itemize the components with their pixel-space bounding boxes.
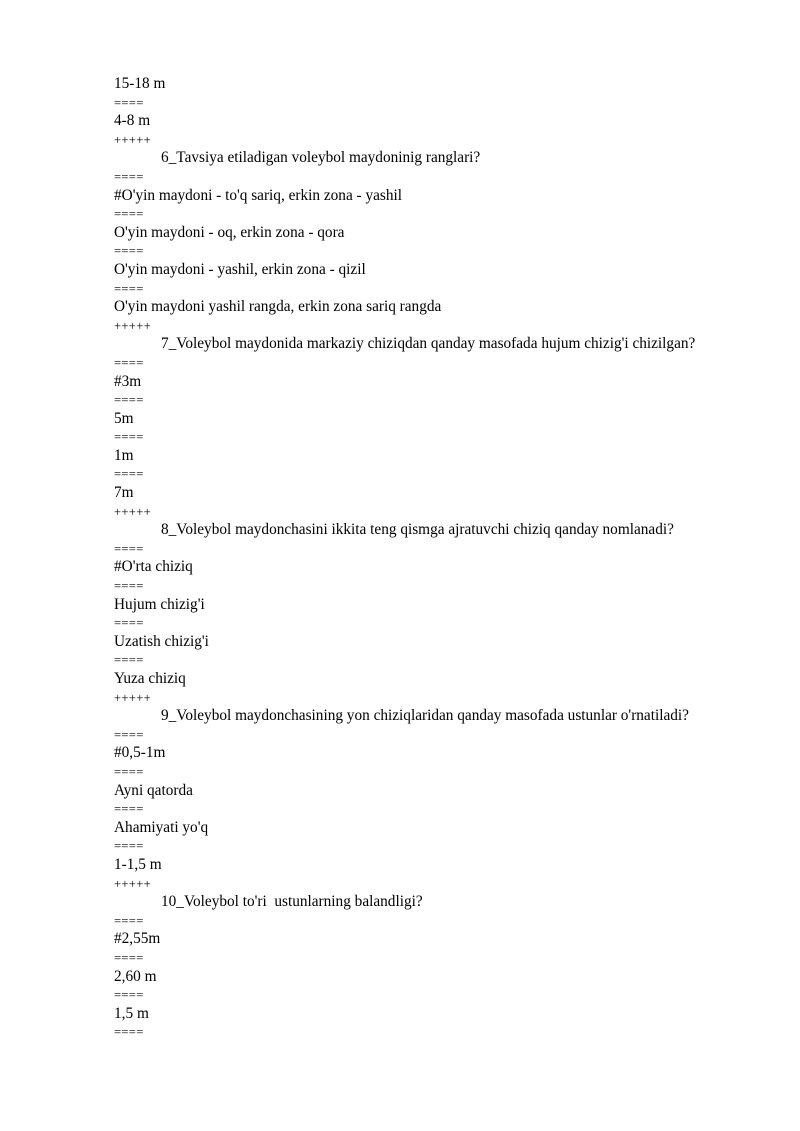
- answer-separator: ====: [114, 207, 144, 222]
- answer-option: 1m: [114, 446, 134, 464]
- question-separator: +++++: [114, 132, 152, 147]
- answer-option: Yuza chiziq: [114, 670, 186, 687]
- answer-separator: ====: [114, 430, 144, 445]
- answer-option: 1-1,5 m: [114, 855, 162, 873]
- question-text: 7_Voleybol maydonida markaziy chiziqdan qanday masofada hujum chizig'i chizilgan?: [161, 335, 696, 353]
- answer-separator: ====: [114, 727, 144, 742]
- answer-separator: ====: [114, 950, 144, 965]
- answer-separator: ====: [114, 244, 144, 259]
- answer-separator: ====: [114, 281, 144, 296]
- question-text: 8_Voleybol maydonchasini ikkita teng qismga ajratuvchi chiziq qanday nomlanadi?: [161, 521, 674, 539]
- answer-separator: ====: [114, 169, 144, 184]
- question-text: 10_Voleybol to'ri ustunlarning balandligi?: [161, 893, 423, 911]
- question-separator: +++++: [114, 504, 152, 519]
- question-separator: +++++: [114, 690, 152, 705]
- correct-answer-option: #3m: [114, 372, 142, 390]
- question-text: 9_Voleybol maydonchasining yon chiziqlaridan qanday masofada ustunlar o'rnatiladi?: [161, 707, 689, 725]
- answer-separator: ====: [114, 839, 144, 854]
- answer-option: 2,60 m: [114, 967, 157, 985]
- answer-separator: ====: [114, 653, 144, 668]
- answer-separator: ====: [114, 355, 144, 370]
- answer-separator: ====: [114, 541, 144, 556]
- answer-option: Ayni qatorda: [114, 781, 193, 799]
- answer-option: Uzatish chizig'i: [114, 632, 209, 650]
- answer-separator: ====: [114, 802, 144, 817]
- correct-answer-option: #O'rta chiziq: [114, 558, 193, 576]
- correct-answer-option: #0,5-1m: [114, 744, 166, 762]
- answer-option: 1,5 m: [114, 1004, 149, 1022]
- correct-answer-option: #O'yin maydoni - to'q sariq, erkin zona - yashil: [114, 186, 403, 204]
- answer-separator: ====: [114, 988, 144, 1003]
- answer-option: 7m: [114, 484, 134, 502]
- answer-separator: ====: [114, 95, 144, 110]
- correct-answer-option: #2,55m: [114, 930, 161, 948]
- answer-option: Hujum chizig'i: [114, 595, 205, 613]
- answer-option: O'yin maydoni - oq, erkin zona - qora: [114, 223, 345, 241]
- answer-option: 5m: [114, 409, 134, 427]
- answer-separator: ====: [114, 913, 144, 928]
- answer-separator: ====: [114, 764, 144, 779]
- question-separator: +++++: [114, 318, 152, 333]
- answer-separator: ====: [114, 579, 144, 594]
- answer-separator: ====: [114, 467, 144, 482]
- question-text: 6_Tavsiya etiladigan voleybol maydoninig ranglari?: [161, 149, 481, 167]
- answer-option: 4-8 m: [114, 112, 151, 130]
- answer-separator: ====: [114, 1025, 144, 1040]
- answer-separator: ====: [114, 616, 144, 631]
- answer-option: 15-18 m: [114, 75, 166, 92]
- answer-separator: ====: [114, 393, 144, 408]
- answer-option: O'yin maydoni - yashil, erkin zona - qizil: [114, 260, 366, 278]
- document-body: [114, 75, 764, 1042]
- question-separator: +++++: [114, 876, 152, 891]
- answer-option: O'yin maydoni yashil rangda, erkin zona sariq rangda: [114, 298, 442, 316]
- answer-option: Ahamiyati yo'q: [114, 818, 209, 836]
